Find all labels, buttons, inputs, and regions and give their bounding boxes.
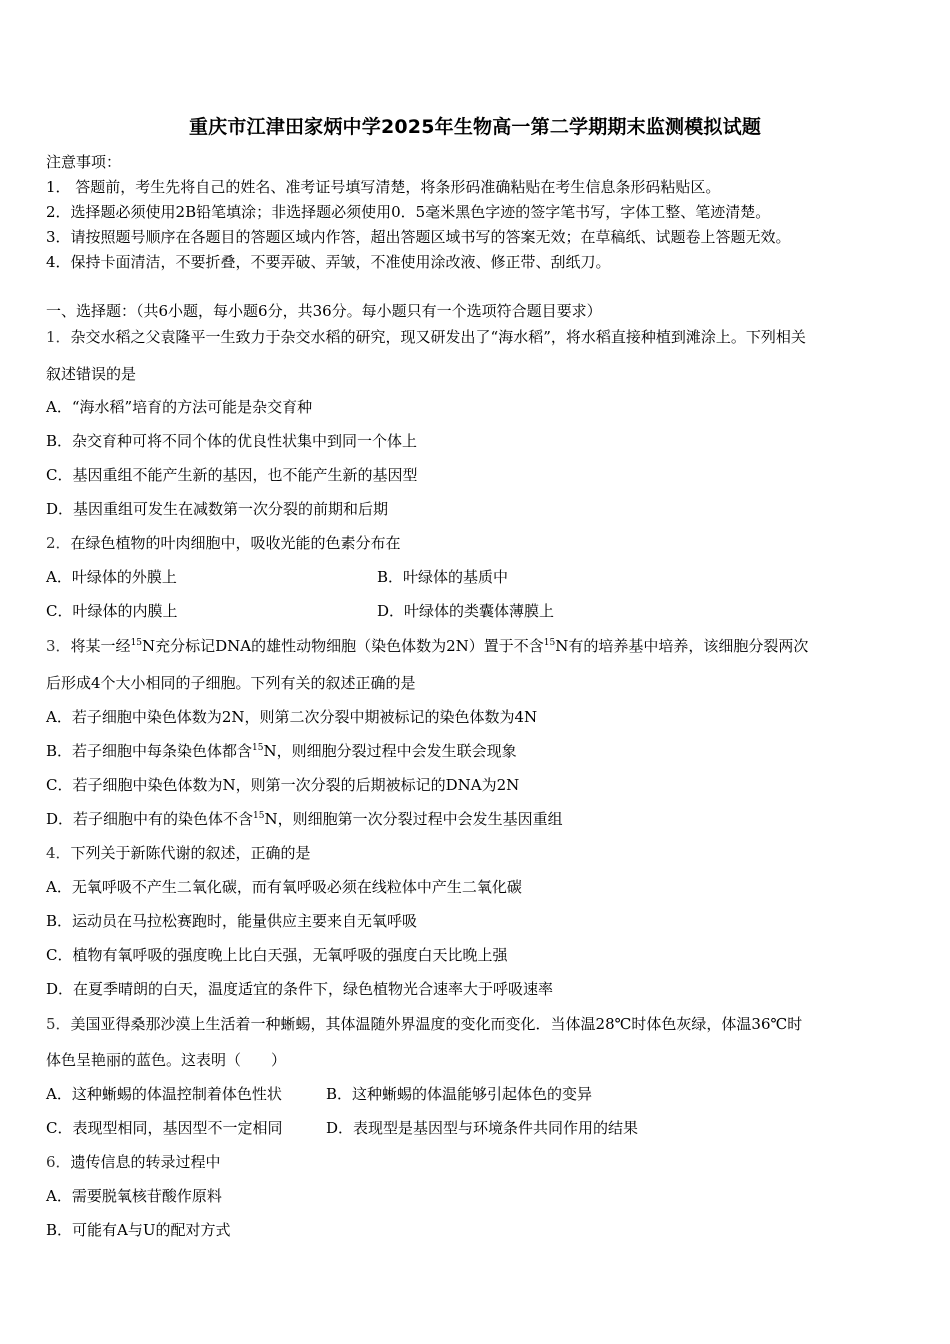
question-3-stem-cont: 后形成4个大小相同的子细胞。下列有关的叙述正确的是 [46, 674, 416, 692]
q5-option-b: B．这种蜥蜴的体温能够引起体色的变异 [326, 1085, 593, 1103]
q4-option-c: C．植物有氧呼吸的强度晚上比白天强，无氧呼吸的强度白天比晚上强 [46, 946, 508, 964]
q2-option-d: D．叶绿体的类囊体薄膜上 [377, 602, 555, 620]
notice-heading: 注意事项： [46, 153, 122, 171]
q3-option-c: C．若子细胞中染色体数为N，则第一次分裂的后期被标记的DNA为2N [46, 776, 520, 794]
question-3-stem [46, 636, 808, 656]
question-1-stem [46, 327, 806, 347]
notice-item: 4．保持卡面清洁，不要折叠，不要弄破、弄皱，不准使用涂改液、修正带、刮纸刀。 [46, 253, 611, 271]
question-text: 下列关于新陈代谢的叙述，正确的是 [70, 844, 311, 862]
q1-option-b: B．杂交育种可将不同个体的优良性状集中到同一个体上 [46, 432, 418, 450]
question-number: 5． [46, 1015, 71, 1033]
question-number: 6． [46, 1153, 71, 1171]
q3-option-d [46, 809, 563, 829]
question-4-stem [46, 843, 311, 863]
q1-option-a: A．“海水稻”培育的方法可能是杂交育种 [46, 398, 313, 416]
q1-option-c: C．基因重组不能产生新的基因，也不能产生新的基因型 [46, 466, 418, 484]
question-text: 在绿色植物的叶肉细胞中，吸收光能的色素分布在 [70, 534, 401, 552]
question-text: 将某一经 [70, 637, 131, 655]
q5-option-a: A．这种蜥蜴的体温控制着体色性状 [46, 1085, 282, 1103]
q6-option-b: B．可能有A与U的配对方式 [46, 1221, 231, 1239]
question-text: N充分标记DNA的雄性动物细胞（染色体数为2N）置于不含 [142, 637, 544, 655]
question-number: 4． [46, 844, 71, 862]
option-text: N，则细胞第一次分裂过程中会发生基因重组 [264, 810, 563, 828]
superscript: 15 [252, 743, 264, 753]
option-text: D．若子细胞中有的染色体不含 [46, 810, 254, 828]
question-6-stem [46, 1152, 221, 1172]
option-text: B．若子细胞中每条染色体都含 [46, 742, 253, 760]
superscript: 15 [130, 638, 143, 648]
notice-item: 2．选择题必须使用2B铅笔填涂；非选择题必须使用0．5毫米黑色字迹的签字笔书写，字体工整、笔迹清楚。 [46, 203, 771, 221]
question-text: 遗传信息的转录过程中 [70, 1153, 221, 1171]
notice-item: 1． 答题前，考生先将自己的姓名、准考证号填写清楚，将条形码准确粘贴在考生信息条形码粘贴区。 [46, 178, 721, 196]
question-number: 2． [46, 534, 71, 552]
q4-option-b: B．运动员在马拉松赛跑时，能量供应主要来自无氧呼吸 [46, 912, 418, 930]
question-1-stem-cont: 叙述错误的是 [46, 365, 137, 383]
q3-option-b [46, 741, 517, 761]
q1-option-d: D．基因重组可发生在减数第一次分裂的前期和后期 [46, 500, 389, 518]
question-text: 杂交水稻之父袁隆平一生致力于杂交水稻的研究，现又研发出了“海水稻”，将水稻直接种植到滩涂上。下列相关 [70, 328, 806, 346]
page-title: 重庆市江津田家炳中学2025年生物高一第二学期期末监测模拟试题 [188, 116, 762, 138]
notice-item: 3．请按照题号顺序在各题目的答题区域内作答，超出答题区域书写的答案无效；在草稿纸、试题卷上答题无效。 [46, 228, 791, 246]
q2-option-c: C．叶绿体的内膜上 [46, 602, 178, 620]
q4-option-a: A．无氧呼吸不产生二氧化碳，而有氧呼吸必须在线粒体中产生二氧化碳 [46, 878, 522, 896]
q5-option-d: D．表现型是基因型与环境条件共同作用的结果 [326, 1119, 639, 1137]
superscript: 15 [543, 638, 556, 648]
q3-option-a: A．若子细胞中染色体数为2N，则第二次分裂中期被标记的染色体数为4N [46, 708, 538, 726]
q4-option-d: D．在夏季晴朗的白天，温度适宜的条件下，绿色植物光合速率大于呼吸速率 [46, 980, 554, 998]
question-number: 3． [46, 637, 71, 655]
question-text: N有的培养基中培养，该细胞分裂两次 [555, 637, 809, 655]
option-text: N，则细胞分裂过程中会发生联会现象 [263, 742, 517, 760]
superscript: 15 [253, 811, 265, 821]
q2-option-a: A．叶绿体的外膜上 [46, 568, 177, 586]
section-heading: 一、选择题：（共6小题，每小题6分，共36分。每小题只有一个选项符合题目要求） [46, 302, 602, 320]
question-2-stem [46, 533, 401, 553]
question-text: 美国亚得桑那沙漠上生活着一种蜥蜴，其体温随外界温度的变化而变化．当体温28℃时体色灰绿，体温36℃时 [70, 1015, 803, 1033]
question-5-stem-cont: 体色呈艳丽的蓝色。这表明（ ） [46, 1051, 287, 1069]
question-number: 1． [46, 328, 71, 346]
q6-option-a: A．需要脱氧核苷酸作原料 [46, 1187, 222, 1205]
question-5-stem [46, 1014, 802, 1034]
q5-option-c: C．表现型相同，基因型不一定相同 [46, 1119, 283, 1137]
q2-option-b: B．叶绿体的基质中 [377, 568, 509, 586]
